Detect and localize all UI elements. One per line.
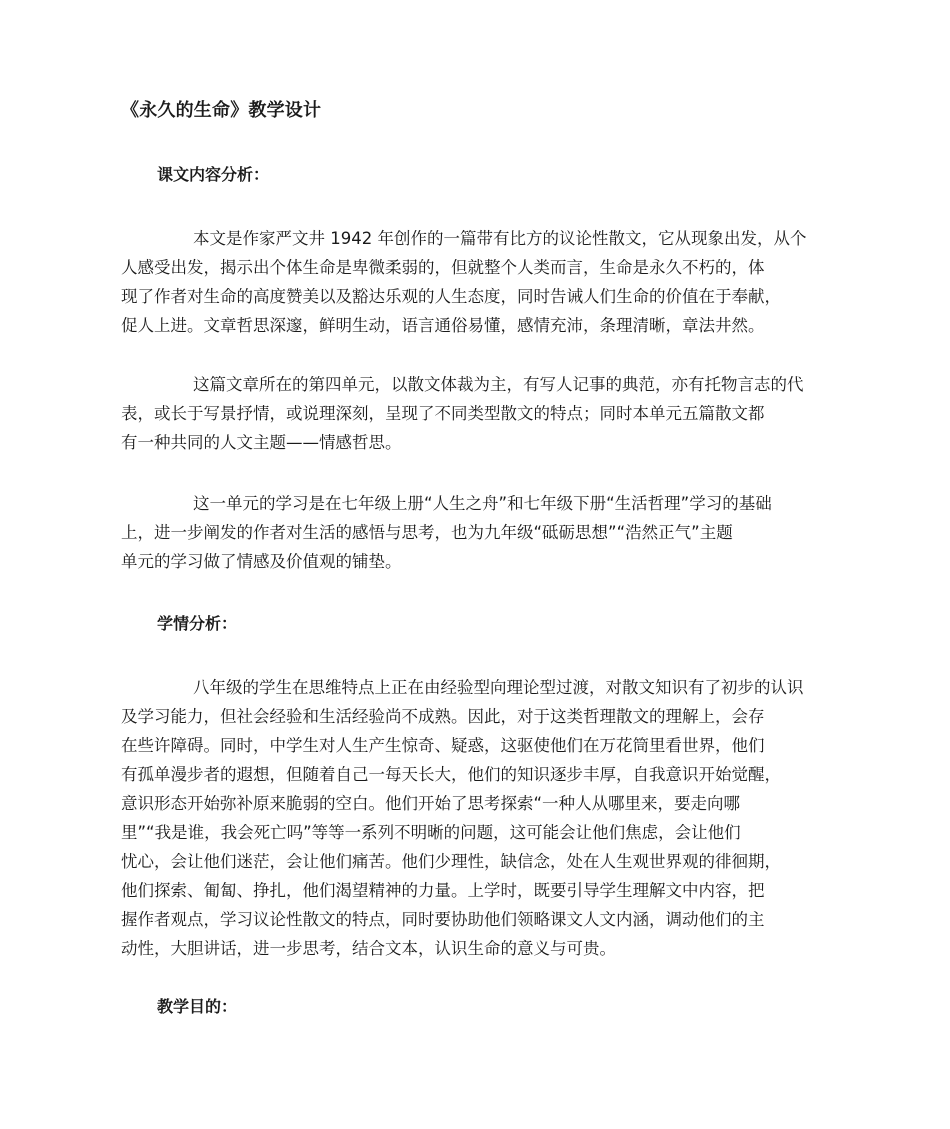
text-line: 人感受出发，揭示出个体生命是卑微柔弱的，但就整个人类而言，生命是永久不朽的，体 xyxy=(121,258,765,277)
text-line: 里”“我是谁，我会死亡吗”等等一系列不明晰的问题，这可能会让他们焦虑，会让他们 xyxy=(121,823,741,842)
text-line: 有一种共同的人文主题——情感哲思。 xyxy=(121,433,402,452)
text-line: 握作者观点，学习议论性散文的特点，同时要协助他们领略课文人文内涵，调动他们的主 xyxy=(121,910,765,929)
text-line: 这篇文章所在的第四单元，以散文体裁为主，有写人记事的典范，亦有托物言志的代 xyxy=(193,375,804,394)
text-line: 上，进一步阐发的作者对生活的感悟与思考，也为九年级“砥砺思想”“浩然正气”主题 xyxy=(121,523,733,542)
text-line: 这一单元的学习是在七年级上册“人生之舟”和七年级下册“生活哲理”学习的基础 xyxy=(193,494,772,513)
heading-content-analysis: 课文内容分析： xyxy=(157,165,270,184)
text-line: 表，或长于写景抒情，或说理深刻，呈现了不同类型散文的特点；同时本单元五篇散文都 xyxy=(121,404,765,423)
paragraph-content-analysis-2 xyxy=(121,370,837,457)
text-line: 现了作者对生命的高度赞美以及豁达乐观的人生态度，同时告诫人们生命的价值在于奉献， xyxy=(121,287,781,306)
text-line: 单元的学习做了情感及价值观的铺垫。 xyxy=(121,552,402,571)
text-line: 促人上进。文章哲思深邃，鲜明生动，语言通俗易懂，感情充沛，条理清晰，章法井然。 xyxy=(121,316,765,335)
text-line: 动性，大胆讲话，进一步思考，结合文本，认识生命的意义与可贵。 xyxy=(121,939,616,958)
text-line: 意识形态开始弥补原来脆弱的空白。他们开始了思考探索“一种人从哪里来，要走向哪 xyxy=(121,794,741,813)
heading-teaching-goals: 教学目的： xyxy=(157,997,238,1016)
text-line: 有孤单漫步者的遐想，但随着自己一每天长大，他们的知识逐步丰厚，自我意识开始觉醒， xyxy=(121,765,781,784)
text-line: 本文是作家严文井 1942 年创作的一篇带有比方的议论性散文，它从现象出发，从个 xyxy=(193,229,807,248)
paragraph-student-analysis xyxy=(121,673,837,963)
document-title: 《永久的生命》教学设计 xyxy=(121,100,322,121)
paragraph-content-analysis-1 xyxy=(121,224,837,340)
text-line: 忧心，会让他们迷茫，会让他们痛苦。他们少理性，缺信念，处在人生观世界观的徘徊期， xyxy=(121,852,781,871)
text-line: 及学习能力，但社会经验和生活经验尚不成熟。因此，对于这类哲理散文的理解上，会存 xyxy=(121,707,765,726)
paragraph-content-analysis-3 xyxy=(121,489,837,576)
text-line: 他们探索、匍匐、挣扎，他们渴望精神的力量。上学时，既要引导学生理解文中内容，把 xyxy=(121,881,765,900)
text-line: 八年级的学生在思维特点上正在由经验型向理论型过渡，对散文知识有了初步的认识 xyxy=(193,678,804,697)
heading-student-analysis: 学情分析： xyxy=(157,614,238,633)
text-line: 在些许障碍。同时，中学生对人生产生惊奇、疑惑，这驱使他们在万花筒里看世界，他们 xyxy=(121,736,765,755)
